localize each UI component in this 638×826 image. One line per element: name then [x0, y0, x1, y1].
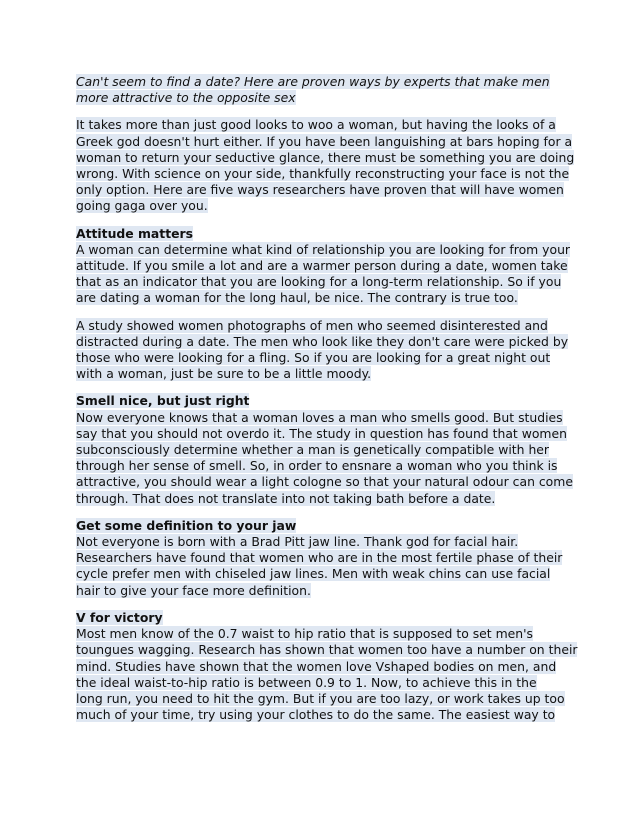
text-line: through. That does not translate into not taking bath before a date. [76, 490, 496, 506]
intro-paragraph [76, 117, 575, 214]
text-line: hair to give your face more definition. [76, 582, 311, 598]
attitude-paragraph-2 [76, 317, 569, 383]
text-line: distracted during a date. The men who look like they don't care were picked by [76, 333, 569, 349]
section-victory [76, 609, 578, 723]
text-line: through her sense of smell. So, in order to ensnare a woman who you think is [76, 458, 558, 474]
text-line: It takes more than just good looks to woo a woman, but having the looks of a [76, 117, 556, 133]
text-line: Most men know of the 0.7 waist to hip ratio that is supposed to set men's [76, 626, 533, 642]
text-line: those who were looking for a fling. So if you are looking for a great night out [76, 350, 551, 366]
text-line: much of your time, try using your clothes to do the same. The easiest way to [76, 707, 556, 723]
text-line: the ideal waist-to-hip ratio is between 0.9 to 1. Now, to achieve this in the [76, 674, 537, 690]
title-line: Can't seem to find a date? Here are proven ways by experts that make men [76, 74, 550, 89]
section-smell [76, 393, 573, 506]
section-heading: Get some definition to your jaw [76, 517, 297, 533]
text-line: mind. Studies have shown that the women love Vshaped bodies on men, and [76, 658, 557, 674]
text-line: A woman can determine what kind of relationship you are looking for from your [76, 241, 571, 257]
text-line: say that you should not overdo it. The study in question has found that women [76, 425, 567, 441]
article-title [76, 74, 562, 106]
text-line: attitude. If you smile a lot and are a warmer person during a date, women take [76, 258, 568, 274]
text-line: Not everyone is born with a Brad Pitt jaw line. Thank god for facial hair. [76, 534, 519, 550]
text-line: long run, you need to hit the gym. But if you are too lazy, or work takes up too [76, 690, 565, 706]
document-page [76, 74, 578, 734]
section-heading: Smell nice, but just right [76, 393, 250, 409]
text-line: are dating a woman for the long haul, be nice. The contrary is true too. [76, 290, 518, 306]
section-heading: V for victory [76, 609, 163, 625]
text-line: that as an indicator that you are looking for a long-term relationship. So if you [76, 274, 562, 290]
text-line: subconsciously determine whether a man is genetically compatible with her [76, 442, 550, 458]
text-line: only option. Here are five ways researchers have proven that will have women [76, 182, 564, 198]
text-line: Now everyone knows that a woman loves a man who smells good. But studies [76, 409, 563, 425]
text-line: cycle prefer men with chiseled jaw lines. Men with weak chins can use facial [76, 566, 551, 582]
section-attitude [76, 225, 571, 307]
text-line: Greek god doesn't hurt either. If you have been languishing at bars hoping for a [76, 133, 573, 149]
text-line: A study showed women photographs of men who seemed disinterested and [76, 317, 548, 333]
text-line: attractive, you should wear a light cologne so that your natural odour can come [76, 474, 573, 490]
section-jaw [76, 518, 562, 599]
title-line: more attractive to the opposite sex [76, 90, 296, 106]
text-line: going gaga over you. [76, 198, 208, 214]
text-line: woman to return your seductive glance, there must be something you are doing [76, 149, 575, 165]
text-line: Researchers have found that women who are in the most fertile phase of their [76, 550, 563, 566]
section-heading: Attitude matters [76, 225, 194, 241]
text-line: with a woman, just be sure to be a little moody. [76, 366, 372, 382]
text-line: wrong. With science on your side, thankfully reconstructing your face is not the [76, 166, 570, 182]
text-line: toungues wagging. Research has shown that women too have a number on their [76, 642, 578, 658]
